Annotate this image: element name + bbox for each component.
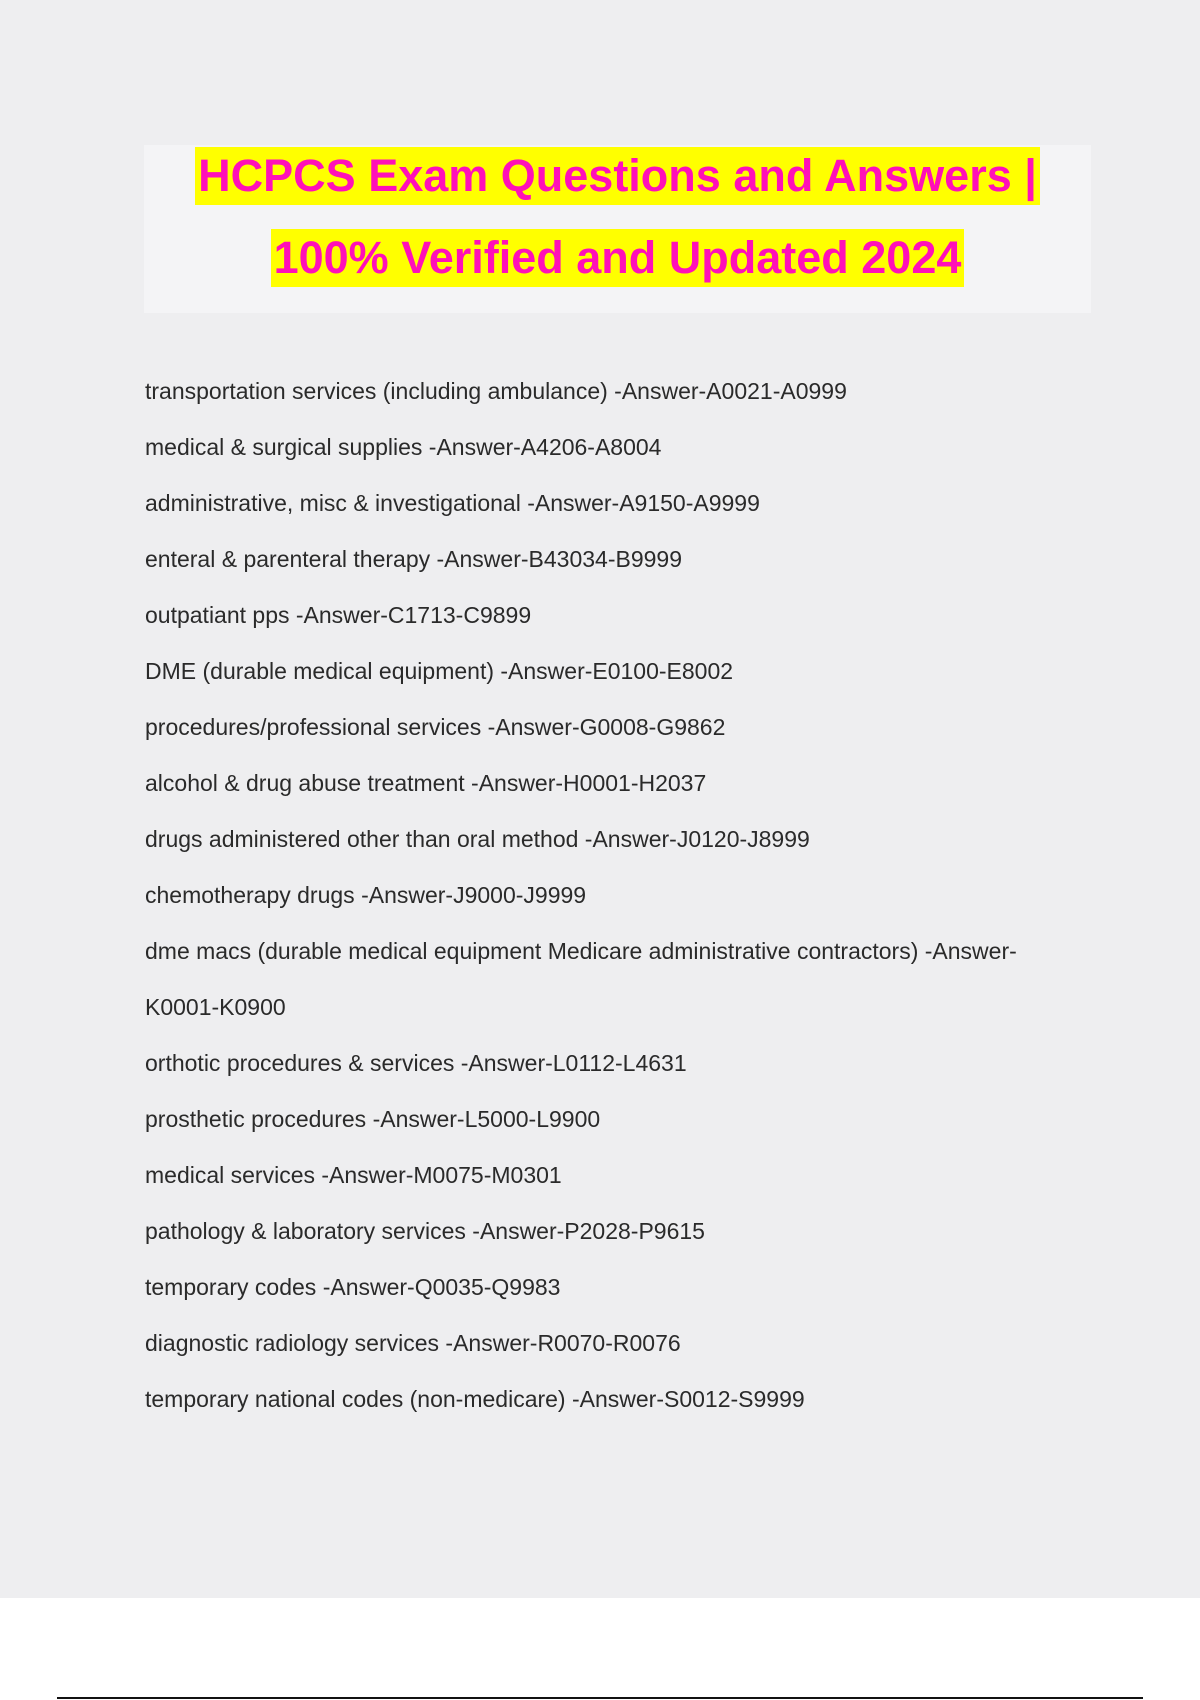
footer-divider [57,1697,1143,1699]
list-item: pathology & laboratory services -Answer-P2028-P9615 [145,1218,705,1244]
list-item: temporary codes -Answer-Q0035-Q9983 [145,1274,561,1300]
list-item: diagnostic radiology services -Answer-R0070-R0076 [145,1330,681,1356]
list-item: medical services -Answer-M0075-M0301 [145,1162,562,1188]
list-item: orthotic procedures & services -Answer-L0112-L4631 [145,1050,687,1076]
list-item: temporary national codes (non-medicare) -Answer-S0012-S9999 [145,1386,805,1412]
list-item: transportation services (including ambulance) -Answer-A0021-A0999 [145,378,847,404]
list-item: prosthetic procedures -Answer-L5000-L9900 [145,1106,601,1132]
list-item: outpatiant pps -Answer-C1713-C9899 [145,602,532,628]
document-title-line-2: 100% Verified and Updated 2024 [271,229,965,287]
list-item: enteral & parenteral therapy -Answer-B43034-B9999 [145,546,682,572]
list-item: administrative, misc & investigational -Answer-A9150-A9999 [145,490,760,516]
question-answer-list [145,363,1085,1427]
list-item: medical & surgical supplies -Answer-A4206-A8004 [145,434,662,460]
list-item: drugs administered other than oral method -Answer-J0120-J8999 [145,826,810,852]
list-item: procedures/professional services -Answer-G0008-G9862 [145,714,726,740]
list-item: alcohol & drug abuse treatment -Answer-H0001-H2037 [145,770,707,796]
list-item: chemotherapy drugs -Answer-J9000-J9999 [145,882,587,908]
document-title-line-1: HCPCS Exam Questions and Answers | [195,147,1040,205]
title-block [144,145,1091,313]
list-item: dme macs (durable medical equipment Medicare administrative contractors) -Answer-K0001-K0900 [145,938,1017,1020]
list-item: DME (durable medical equipment) -Answer-E0100-E8002 [145,658,734,684]
